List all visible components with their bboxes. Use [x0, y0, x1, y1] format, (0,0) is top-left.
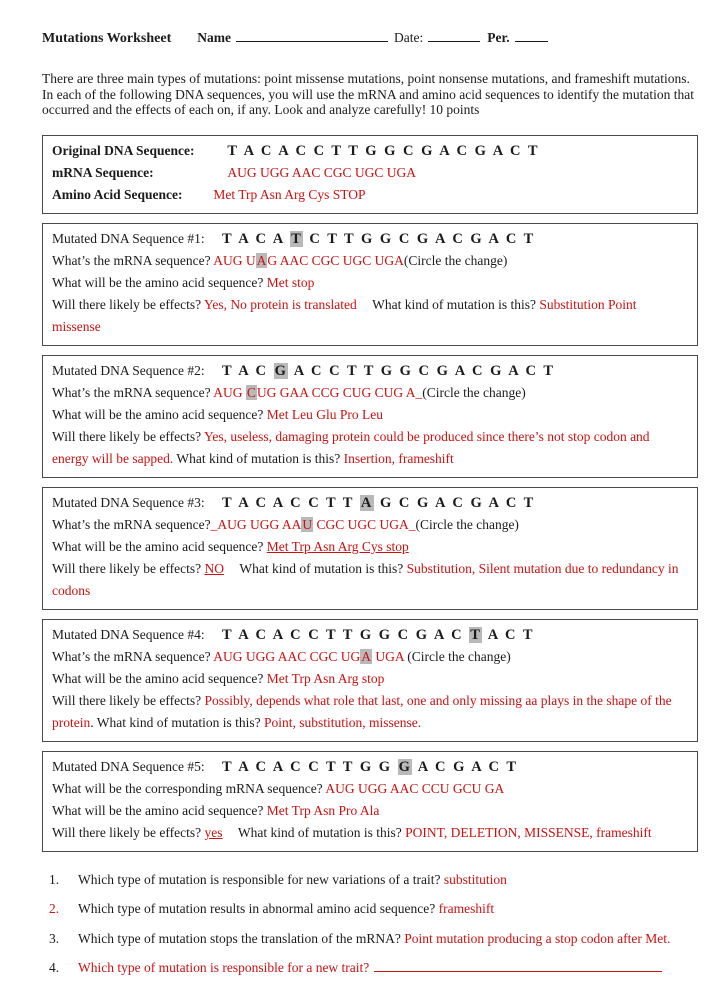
- mutation-2-mrna-row: [52, 382, 687, 404]
- mutation-1-mrna-row: [52, 250, 687, 272]
- effects-answer: NO: [204, 560, 225, 576]
- question-number: 3.: [49, 930, 60, 946]
- mutation-2-label: Mutated DNA Sequence #2:: [52, 362, 205, 378]
- original-dna-row: [52, 140, 687, 162]
- mutation-3-dna-sequence: T A C A C C T T A G C G A C G A C T: [221, 494, 535, 511]
- aa-question: What will be the amino acid sequence?: [52, 670, 264, 686]
- kind-question: What kind of mutation is this?: [372, 296, 536, 312]
- mutation-1-dna-row: [52, 228, 687, 250]
- question-number: 1.: [49, 871, 60, 887]
- aa-answer: Met Leu Glu Pro Leu: [266, 406, 384, 422]
- mutation-3-label: Mutated DNA Sequence #3:: [52, 494, 205, 510]
- aa-question: What will be the amino acid sequence?: [52, 406, 264, 422]
- question-text: Which type of mutation results in abnormal amino acid sequence? frameshift: [78, 901, 495, 917]
- original-sequence-box: [42, 135, 698, 214]
- review-questions: [42, 865, 694, 983]
- mutation-3-box: [42, 487, 698, 610]
- kind-answer: Point, substitution, missense.: [263, 714, 422, 730]
- highlighted-base: A: [360, 494, 373, 511]
- mutation-2-dna-row: [52, 360, 687, 382]
- mrna-answer: AUG UGG AAC CCU GCU GA: [325, 780, 505, 796]
- aa-question: What will be the amino acid sequence?: [52, 274, 264, 290]
- mutation-5-aa-row: [52, 800, 687, 822]
- effects-answer: Possibly, depends what role that last, one and only missing aa plays in the shape of the protein: [52, 692, 672, 730]
- name-blank: [236, 31, 388, 42]
- aa-answer: Met stop: [266, 274, 315, 290]
- mutation-5-dna-row: [52, 756, 687, 778]
- mutation-4-label: Mutated DNA Sequence #4:: [52, 626, 205, 642]
- mutation-2-dna-sequence: T A C G A C C T T G G C G A C G A C T: [221, 362, 555, 379]
- mutation-1-box: [42, 223, 698, 346]
- effects-question: Will there likely be effects?: [52, 692, 202, 708]
- intro-paragraph: There are three main types of mutations: point missense mutations, point nonsense mutations, and frameshift mutations. In each of the following DNA sequences, you will use the mRNA and amino acid sequences to identify the mutation that occurred and the effects of each on, if any. Look and analyze carefully! 10 points: [42, 71, 694, 118]
- mutation-2-aa-row: [52, 404, 687, 426]
- mrna-answer: AUG UGG AAC CGC UGA UGA: [213, 648, 404, 664]
- mutation-1-aa-row: [52, 272, 687, 294]
- period-label: Per.: [487, 30, 510, 45]
- mutation-1-label: Mutated DNA Sequence #1:: [52, 230, 205, 246]
- circle-note: (Circle the change): [403, 252, 508, 268]
- kind-answer: Insertion, frameshift: [343, 450, 454, 466]
- question-3: [49, 924, 694, 954]
- mutation-4-dna-row: [52, 624, 687, 646]
- question-2: [49, 894, 694, 924]
- question-1: [49, 865, 694, 895]
- effects-question: Will there likely be effects?: [52, 560, 202, 576]
- kind-answer: POINT, DELETION, MISSENSE, frameshift: [405, 824, 652, 840]
- kind-answer: Substitution Point missense: [52, 296, 637, 334]
- name-label: Name: [197, 30, 231, 45]
- original-aa-label: Amino Acid Sequence:: [52, 186, 183, 202]
- highlighted-base: G: [274, 362, 288, 379]
- mutation-4-mrna-row: [52, 646, 687, 668]
- effects-question: Will there likely be effects?: [52, 296, 202, 312]
- question-text: Which type of mutation is responsible for a new trait?: [78, 953, 662, 983]
- effects-answer: Yes, useless, damaging protein could be produced since there’s not stop codon and energy will be sapped.: [52, 428, 650, 466]
- highlighted-base: G: [398, 758, 412, 775]
- mutation-3-aa-row: [52, 536, 687, 558]
- aa-question: What will be the amino acid sequence?: [52, 538, 264, 554]
- mutation-2-box: [42, 355, 698, 478]
- highlighted-base: A: [361, 648, 371, 664]
- mutation-5-box: [42, 751, 698, 852]
- aa-answer: Met Trp Asn Arg Cys stop: [266, 538, 409, 554]
- question-4: [49, 953, 694, 983]
- circle-note: (Circle the change): [407, 648, 511, 664]
- original-aa-sequence: Met Trp Asn Arg Cys STOP: [213, 186, 366, 202]
- original-dna-label: Original DNA Sequence:: [52, 142, 195, 158]
- mutation-3-dna-row: [52, 492, 687, 514]
- circle-note: (Circle the change): [422, 384, 526, 400]
- question-number: 4.: [49, 960, 60, 976]
- mutation-1-dna-sequence: T A C A T C T T G G C G A C G A C T: [221, 230, 535, 247]
- mutation-4-effects-row: [52, 690, 687, 734]
- mutation-3-mrna-row: [52, 514, 687, 536]
- effects-answer: yes: [204, 824, 223, 840]
- question-answer: Point mutation producing a stop codon after Met.: [404, 930, 671, 946]
- original-dna-sequence: T A C A C C T T G G C G A C G A C T: [227, 142, 540, 159]
- highlighted-base: A: [256, 252, 267, 268]
- kind-answer: Substitution, Silent mutation due to redundancy in codons: [52, 560, 679, 598]
- mrna-question: What’s the mRNA sequence?: [52, 648, 211, 664]
- page-title: Mutations Worksheet: [42, 31, 172, 46]
- mutation-5-effects-row: [52, 822, 687, 844]
- original-mrna-row: [52, 162, 687, 184]
- kind-question: What kind of mutation is this?: [239, 560, 404, 576]
- effects-question: Will there likely be effects?: [52, 824, 202, 840]
- original-mrna-sequence: AUG UGG AAC CGC UGC UGA: [227, 164, 417, 180]
- kind-question: . What kind of mutation is this?: [90, 714, 261, 730]
- aa-answer: Met Trp Asn Arg stop: [266, 670, 385, 686]
- highlighted-base: U: [302, 516, 313, 532]
- mrna-answer: _AUG UGG AAU CGC UGC UGA_: [210, 516, 416, 532]
- original-mrna-label: mRNA Sequence:: [52, 164, 154, 180]
- mutation-2-effects-row: [52, 426, 687, 470]
- mutation-1-effects-row: [52, 294, 687, 338]
- kind-question: What kind of mutation is this?: [176, 450, 341, 466]
- date-label: Date:: [394, 30, 424, 45]
- mrna-question: What’s the mRNA sequence?: [52, 516, 211, 532]
- mutation-4-aa-row: [52, 668, 687, 690]
- aa-question: What will be the amino acid sequence?: [52, 802, 264, 818]
- circle-note: (Circle the change): [415, 516, 519, 532]
- header: [42, 30, 694, 47]
- mutation-5-dna-sequence: T A C A C C T T G G G A C G A C T: [221, 758, 518, 775]
- mrna-question: What’s the mRNA sequence?: [52, 384, 211, 400]
- question-number: 2.: [49, 901, 60, 917]
- mrna-answer: AUG CUG GAA CCG CUG CUG A_: [213, 384, 423, 400]
- answer-blank: [374, 960, 662, 972]
- highlighted-base: C: [246, 384, 256, 400]
- aa-answer: Met Trp Asn Pro Ala: [266, 802, 380, 818]
- mrna-answer: AUG UAG AAC CGC UGC UGA: [213, 252, 404, 268]
- question-text: Which type of mutation is responsible for new variations of a trait? substitution: [78, 871, 507, 887]
- question-answer: frameshift: [438, 901, 495, 917]
- mutation-4-box: [42, 619, 698, 742]
- original-aa-row: [52, 184, 687, 206]
- effects-question: Will there likely be effects?: [52, 428, 202, 444]
- mrna-question: What’s the mRNA sequence?: [52, 252, 211, 268]
- mutation-5-mrna-row: [52, 778, 687, 800]
- highlighted-base: T: [470, 626, 482, 643]
- mrna-question: What will be the corresponding mRNA sequence?: [52, 780, 323, 796]
- highlighted-base: T: [291, 230, 303, 247]
- question-answer: substitution: [443, 871, 507, 887]
- date-blank: [428, 31, 480, 42]
- mutation-5-label: Mutated DNA Sequence #5:: [52, 758, 205, 774]
- effects-answer: Yes, No protein is translated: [204, 296, 357, 312]
- question-text: Which type of mutation stops the translation of the mRNA? Point mutation producing a stop codon after Met.: [78, 930, 671, 946]
- period-blank: [515, 31, 548, 42]
- kind-question: What kind of mutation is this?: [237, 824, 402, 840]
- mutation-4-dna-sequence: T A C A C C T T G G C G A C T A C T: [221, 626, 535, 643]
- mutation-3-effects-row: [52, 558, 687, 602]
